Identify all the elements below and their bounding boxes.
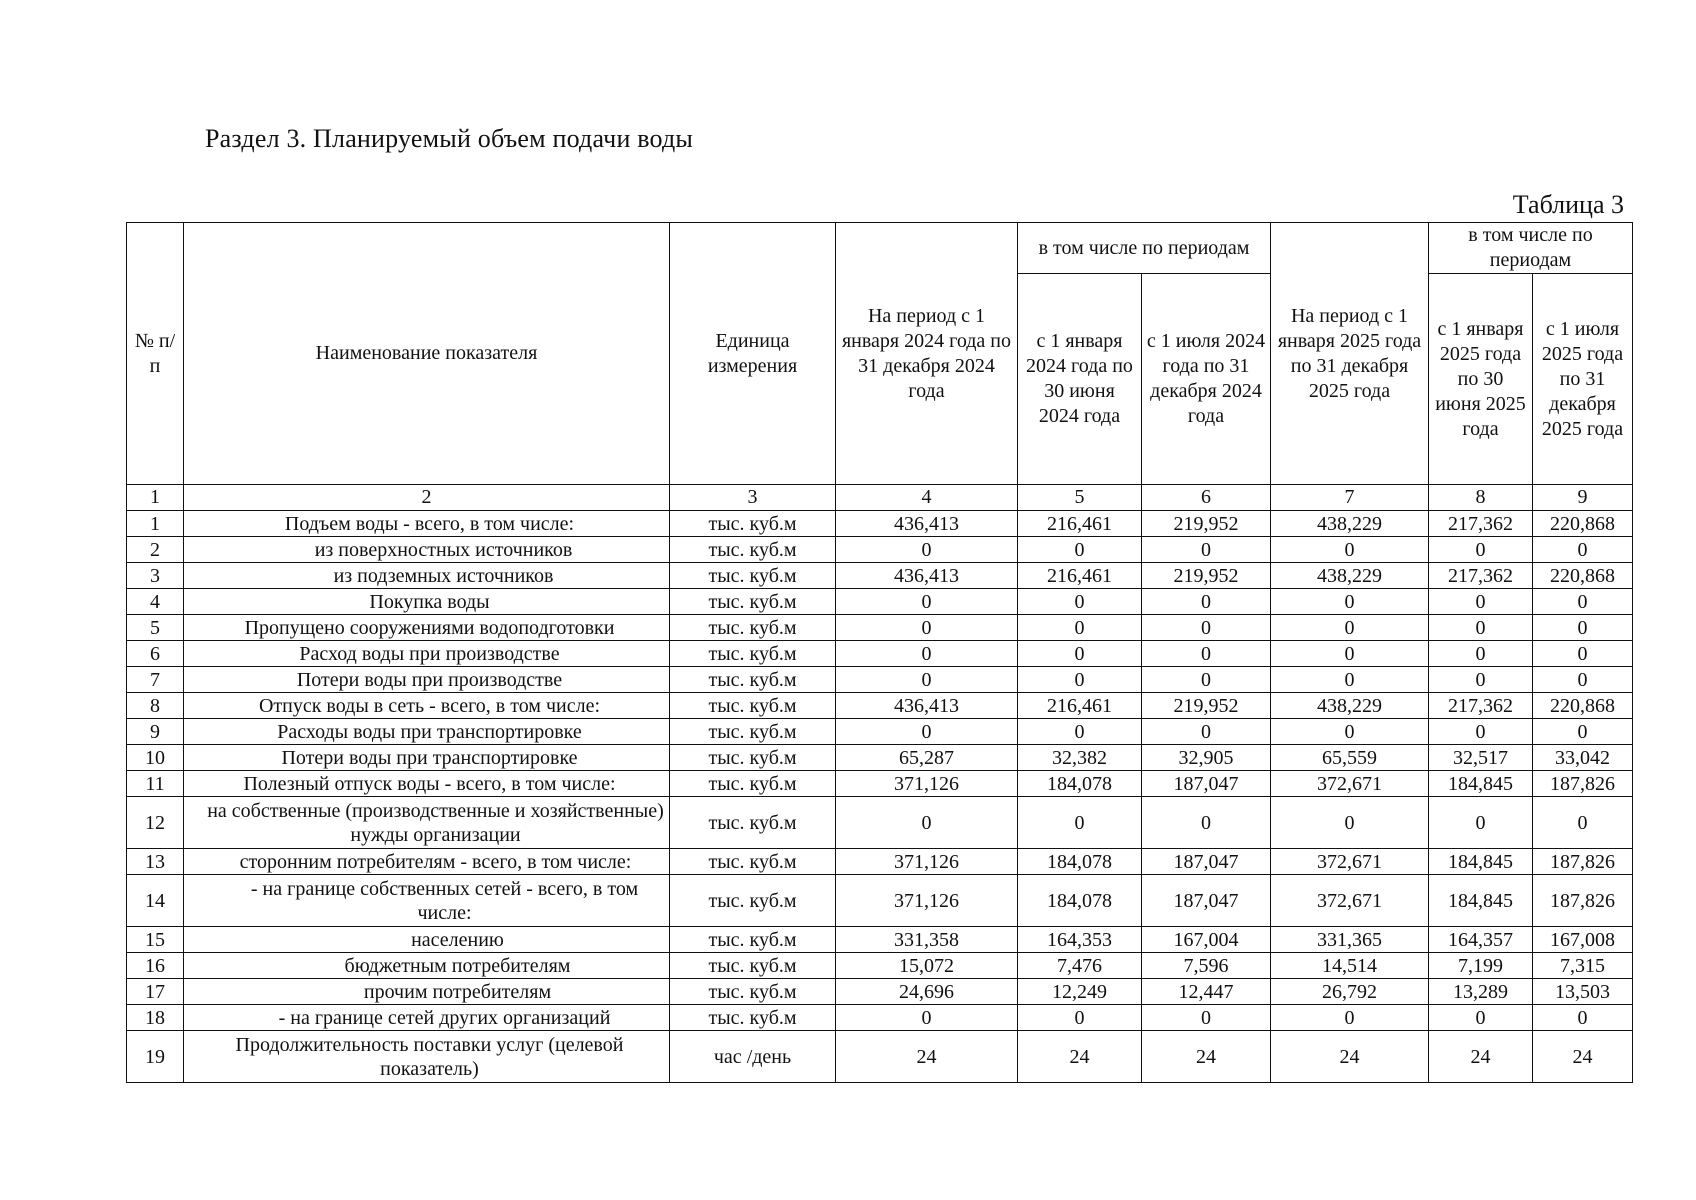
value-cell: 26,792 xyxy=(1271,979,1429,1005)
value-cell: 12,447 xyxy=(1142,979,1271,1005)
value-cell: 436,413 xyxy=(836,693,1018,719)
value-cell: 331,358 xyxy=(836,927,1018,953)
row-number: 1 xyxy=(127,511,184,537)
value-cell: 0 xyxy=(1018,615,1142,641)
table-row xyxy=(127,511,1633,537)
value-cell: 0 xyxy=(1429,641,1533,667)
value-cell: 7,476 xyxy=(1018,953,1142,979)
header-sub-2024: в том числе по периодам xyxy=(1018,223,1271,274)
value-cell: 0 xyxy=(1429,719,1533,745)
indicator-name: прочим потребителям xyxy=(184,979,670,1005)
value-cell: 0 xyxy=(836,1005,1018,1031)
table-row xyxy=(127,589,1633,615)
unit-cell: тыс. куб.м xyxy=(670,849,836,875)
value-cell: 0 xyxy=(836,719,1018,745)
table-row xyxy=(127,667,1633,693)
value-cell: 0 xyxy=(1142,719,1271,745)
value-cell: 187,047 xyxy=(1142,875,1271,927)
row-number: 2 xyxy=(127,537,184,563)
value-cell: 0 xyxy=(1142,537,1271,563)
value-cell: 14,514 xyxy=(1271,953,1429,979)
unit-cell: тыс. куб.м xyxy=(670,979,836,1005)
value-cell: 0 xyxy=(1142,589,1271,615)
unit-cell: тыс. куб.м xyxy=(670,641,836,667)
value-cell: 331,365 xyxy=(1271,927,1429,953)
value-cell: 0 xyxy=(1142,667,1271,693)
value-cell: 167,008 xyxy=(1533,927,1633,953)
value-cell: 0 xyxy=(1142,615,1271,641)
value-cell: 0 xyxy=(1429,1005,1533,1031)
unit-cell: тыс. куб.м xyxy=(670,563,836,589)
table-row xyxy=(127,979,1633,1005)
water-supply-table xyxy=(126,222,1633,1083)
value-cell: 0 xyxy=(1429,589,1533,615)
value-cell: 216,461 xyxy=(1018,563,1142,589)
header-sub-2025: в том числе по периодам xyxy=(1429,223,1633,274)
unit-cell: тыс. куб.м xyxy=(670,797,836,849)
header-num: № п/п xyxy=(127,223,184,485)
column-number: 2 xyxy=(184,485,670,511)
unit-cell: тыс. куб.м xyxy=(670,511,836,537)
value-cell: 0 xyxy=(836,537,1018,563)
value-cell: 438,229 xyxy=(1271,563,1429,589)
value-cell: 0 xyxy=(1271,1005,1429,1031)
value-cell: 0 xyxy=(1271,589,1429,615)
value-cell: 7,596 xyxy=(1142,953,1271,979)
value-cell: 7,315 xyxy=(1533,953,1633,979)
value-cell: 0 xyxy=(1018,537,1142,563)
unit-cell: тыс. куб.м xyxy=(670,1005,836,1031)
value-cell: 12,249 xyxy=(1018,979,1142,1005)
value-cell: 0 xyxy=(1271,667,1429,693)
value-cell: 184,845 xyxy=(1429,771,1533,797)
unit-cell: час /день xyxy=(670,1031,836,1083)
row-number: 7 xyxy=(127,667,184,693)
value-cell: 219,952 xyxy=(1142,563,1271,589)
value-cell: 438,229 xyxy=(1271,511,1429,537)
value-cell: 371,126 xyxy=(836,849,1018,875)
table-row xyxy=(127,693,1633,719)
value-cell: 7,199 xyxy=(1429,953,1533,979)
unit-cell: тыс. куб.м xyxy=(670,953,836,979)
value-cell: 436,413 xyxy=(836,511,1018,537)
value-cell: 0 xyxy=(1271,719,1429,745)
value-cell: 0 xyxy=(1533,797,1633,849)
row-number: 12 xyxy=(127,797,184,849)
value-cell: 0 xyxy=(1533,537,1633,563)
value-cell: 371,126 xyxy=(836,875,1018,927)
value-cell: 13,503 xyxy=(1533,979,1633,1005)
indicator-name: Продолжительность поставки услуг (целевой показатель) xyxy=(184,1031,670,1083)
unit-cell: тыс. куб.м xyxy=(670,667,836,693)
table-row xyxy=(127,875,1633,927)
header-h1-2024: с 1 января 2024 года по 30 июня 2024 года xyxy=(1018,274,1142,485)
value-cell: 0 xyxy=(1271,641,1429,667)
table-row xyxy=(127,953,1633,979)
value-cell: 220,868 xyxy=(1533,563,1633,589)
row-number: 8 xyxy=(127,693,184,719)
unit-cell: тыс. куб.м xyxy=(670,719,836,745)
indicator-name: бюджетным потребителям xyxy=(184,953,670,979)
column-number: 1 xyxy=(127,485,184,511)
unit-cell: тыс. куб.м xyxy=(670,589,836,615)
value-cell: 164,353 xyxy=(1018,927,1142,953)
value-cell: 372,671 xyxy=(1271,849,1429,875)
value-cell: 24 xyxy=(1533,1031,1633,1083)
value-cell: 0 xyxy=(1533,641,1633,667)
column-number: 4 xyxy=(836,485,1018,511)
unit-cell: тыс. куб.м xyxy=(670,537,836,563)
value-cell: 0 xyxy=(1142,641,1271,667)
row-number: 18 xyxy=(127,1005,184,1031)
unit-cell: тыс. куб.м xyxy=(670,927,836,953)
value-cell: 164,357 xyxy=(1429,927,1533,953)
table-row xyxy=(127,927,1633,953)
header-unit: Единица измерения xyxy=(670,223,836,485)
value-cell: 32,905 xyxy=(1142,745,1271,771)
value-cell: 216,461 xyxy=(1018,693,1142,719)
column-number: 7 xyxy=(1271,485,1429,511)
value-cell: 24,696 xyxy=(836,979,1018,1005)
indicator-name: Покупка воды xyxy=(184,589,670,615)
table-row xyxy=(127,771,1633,797)
value-cell: 33,042 xyxy=(1533,745,1633,771)
table-row xyxy=(127,849,1633,875)
header-h1-2025: с 1 января 2025 года по 30 июня 2025 года xyxy=(1429,274,1533,485)
value-cell: 0 xyxy=(1429,667,1533,693)
indicator-name: - на границе собственных сетей - всего, в том числе: xyxy=(184,875,670,927)
row-number: 19 xyxy=(127,1031,184,1083)
row-number: 4 xyxy=(127,589,184,615)
value-cell: 436,413 xyxy=(836,563,1018,589)
header-h2-2025: с 1 июля 2025 года по 31 декабря 2025 года xyxy=(1533,274,1633,485)
row-number: 13 xyxy=(127,849,184,875)
value-cell: 24 xyxy=(1018,1031,1142,1083)
table-row xyxy=(127,719,1633,745)
table-row xyxy=(127,641,1633,667)
value-cell: 217,362 xyxy=(1429,693,1533,719)
value-cell: 0 xyxy=(1533,1005,1633,1031)
row-number: 16 xyxy=(127,953,184,979)
value-cell: 0 xyxy=(836,797,1018,849)
value-cell: 0 xyxy=(1533,719,1633,745)
indicator-name: из поверхностных источников xyxy=(184,537,670,563)
value-cell: 217,362 xyxy=(1429,511,1533,537)
row-number: 9 xyxy=(127,719,184,745)
header-name: Наименование показателя xyxy=(184,223,670,485)
row-number: 11 xyxy=(127,771,184,797)
value-cell: 220,868 xyxy=(1533,693,1633,719)
value-cell: 0 xyxy=(836,615,1018,641)
value-cell: 24 xyxy=(1142,1031,1271,1083)
value-cell: 187,047 xyxy=(1142,849,1271,875)
value-cell: 0 xyxy=(836,589,1018,615)
table-row xyxy=(127,1031,1633,1083)
value-cell: 184,078 xyxy=(1018,875,1142,927)
indicator-name: населению xyxy=(184,927,670,953)
value-cell: 13,289 xyxy=(1429,979,1533,1005)
value-cell: 0 xyxy=(1533,667,1633,693)
row-number: 10 xyxy=(127,745,184,771)
value-cell: 217,362 xyxy=(1429,563,1533,589)
unit-cell: тыс. куб.м xyxy=(670,771,836,797)
value-cell: 184,078 xyxy=(1018,849,1142,875)
value-cell: 0 xyxy=(1018,589,1142,615)
column-number: 3 xyxy=(670,485,836,511)
value-cell: 438,229 xyxy=(1271,693,1429,719)
row-number: 5 xyxy=(127,615,184,641)
value-cell: 24 xyxy=(1429,1031,1533,1083)
value-cell: 0 xyxy=(1271,615,1429,641)
table-row xyxy=(127,1005,1633,1031)
value-cell: 0 xyxy=(1142,797,1271,849)
indicator-name: Пропущено сооружениями водоподготовки xyxy=(184,615,670,641)
value-cell: 0 xyxy=(1533,589,1633,615)
value-cell: 184,845 xyxy=(1429,875,1533,927)
value-cell: 219,952 xyxy=(1142,511,1271,537)
value-cell: 24 xyxy=(836,1031,1018,1083)
indicator-name: на собственные (производственные и хозяйственные) нужды организации xyxy=(184,797,670,849)
value-cell: 32,382 xyxy=(1018,745,1142,771)
indicator-name: - на границе сетей других организаций xyxy=(184,1005,670,1031)
value-cell: 0 xyxy=(1142,1005,1271,1031)
unit-cell: тыс. куб.м xyxy=(670,693,836,719)
indicator-name: Расходы воды при транспортировке xyxy=(184,719,670,745)
table-caption: Таблица 3 xyxy=(1512,190,1624,219)
value-cell: 220,868 xyxy=(1533,511,1633,537)
value-cell: 187,047 xyxy=(1142,771,1271,797)
value-cell: 184,845 xyxy=(1429,849,1533,875)
value-cell: 219,952 xyxy=(1142,693,1271,719)
value-cell: 216,461 xyxy=(1018,511,1142,537)
row-number: 3 xyxy=(127,563,184,589)
value-cell: 0 xyxy=(1429,797,1533,849)
value-cell: 0 xyxy=(1018,719,1142,745)
indicator-name: Расход воды при производстве xyxy=(184,641,670,667)
row-number: 14 xyxy=(127,875,184,927)
row-number: 17 xyxy=(127,979,184,1005)
row-number: 6 xyxy=(127,641,184,667)
value-cell: 372,671 xyxy=(1271,771,1429,797)
indicator-name: Потери воды при транспортировке xyxy=(184,745,670,771)
header-period-2025: На период с 1 января 2025 года по 31 декабря 2025 года xyxy=(1271,223,1429,485)
value-cell: 187,826 xyxy=(1533,849,1633,875)
value-cell: 0 xyxy=(1271,537,1429,563)
unit-cell: тыс. куб.м xyxy=(670,875,836,927)
value-cell: 0 xyxy=(1429,537,1533,563)
value-cell: 187,826 xyxy=(1533,771,1633,797)
value-cell: 371,126 xyxy=(836,771,1018,797)
value-cell: 65,559 xyxy=(1271,745,1429,771)
column-number: 5 xyxy=(1018,485,1142,511)
value-cell: 0 xyxy=(836,641,1018,667)
value-cell: 0 xyxy=(1018,1005,1142,1031)
table-row xyxy=(127,615,1633,641)
unit-cell: тыс. куб.м xyxy=(670,745,836,771)
indicator-name: Полезный отпуск воды - всего, в том числе: xyxy=(184,771,670,797)
indicator-name: сторонним потребителям - всего, в том числе: xyxy=(184,849,670,875)
value-cell: 0 xyxy=(1018,667,1142,693)
header-h2-2024: с 1 июля 2024 года по 31 декабря 2024 года xyxy=(1142,274,1271,485)
section-title: Раздел 3. Планируемый объем подачи воды xyxy=(205,124,694,153)
value-cell: 0 xyxy=(836,667,1018,693)
value-cell: 184,078 xyxy=(1018,771,1142,797)
value-cell: 24 xyxy=(1271,1031,1429,1083)
column-number: 6 xyxy=(1142,485,1271,511)
value-cell: 15,072 xyxy=(836,953,1018,979)
column-number: 8 xyxy=(1429,485,1533,511)
value-cell: 372,671 xyxy=(1271,875,1429,927)
value-cell: 0 xyxy=(1533,615,1633,641)
table-row xyxy=(127,745,1633,771)
value-cell: 0 xyxy=(1018,641,1142,667)
value-cell: 167,004 xyxy=(1142,927,1271,953)
indicator-name: из подземных источников xyxy=(184,563,670,589)
table-row xyxy=(127,797,1633,849)
value-cell: 32,517 xyxy=(1429,745,1533,771)
value-cell: 0 xyxy=(1271,797,1429,849)
value-cell: 0 xyxy=(1429,615,1533,641)
value-cell: 65,287 xyxy=(836,745,1018,771)
table-row xyxy=(127,537,1633,563)
column-number-row xyxy=(127,485,1633,511)
indicator-name: Подъем воды - всего, в том числе: xyxy=(184,511,670,537)
value-cell: 0 xyxy=(1018,797,1142,849)
header-period-2024: На период с 1 января 2024 года по 31 декабря 2024 года xyxy=(836,223,1018,485)
unit-cell: тыс. куб.м xyxy=(670,615,836,641)
table-row xyxy=(127,563,1633,589)
indicator-name: Потери воды при производстве xyxy=(184,667,670,693)
column-number: 9 xyxy=(1533,485,1633,511)
row-number: 15 xyxy=(127,927,184,953)
indicator-name: Отпуск воды в сеть - всего, в том числе: xyxy=(184,693,670,719)
value-cell: 187,826 xyxy=(1533,875,1633,927)
